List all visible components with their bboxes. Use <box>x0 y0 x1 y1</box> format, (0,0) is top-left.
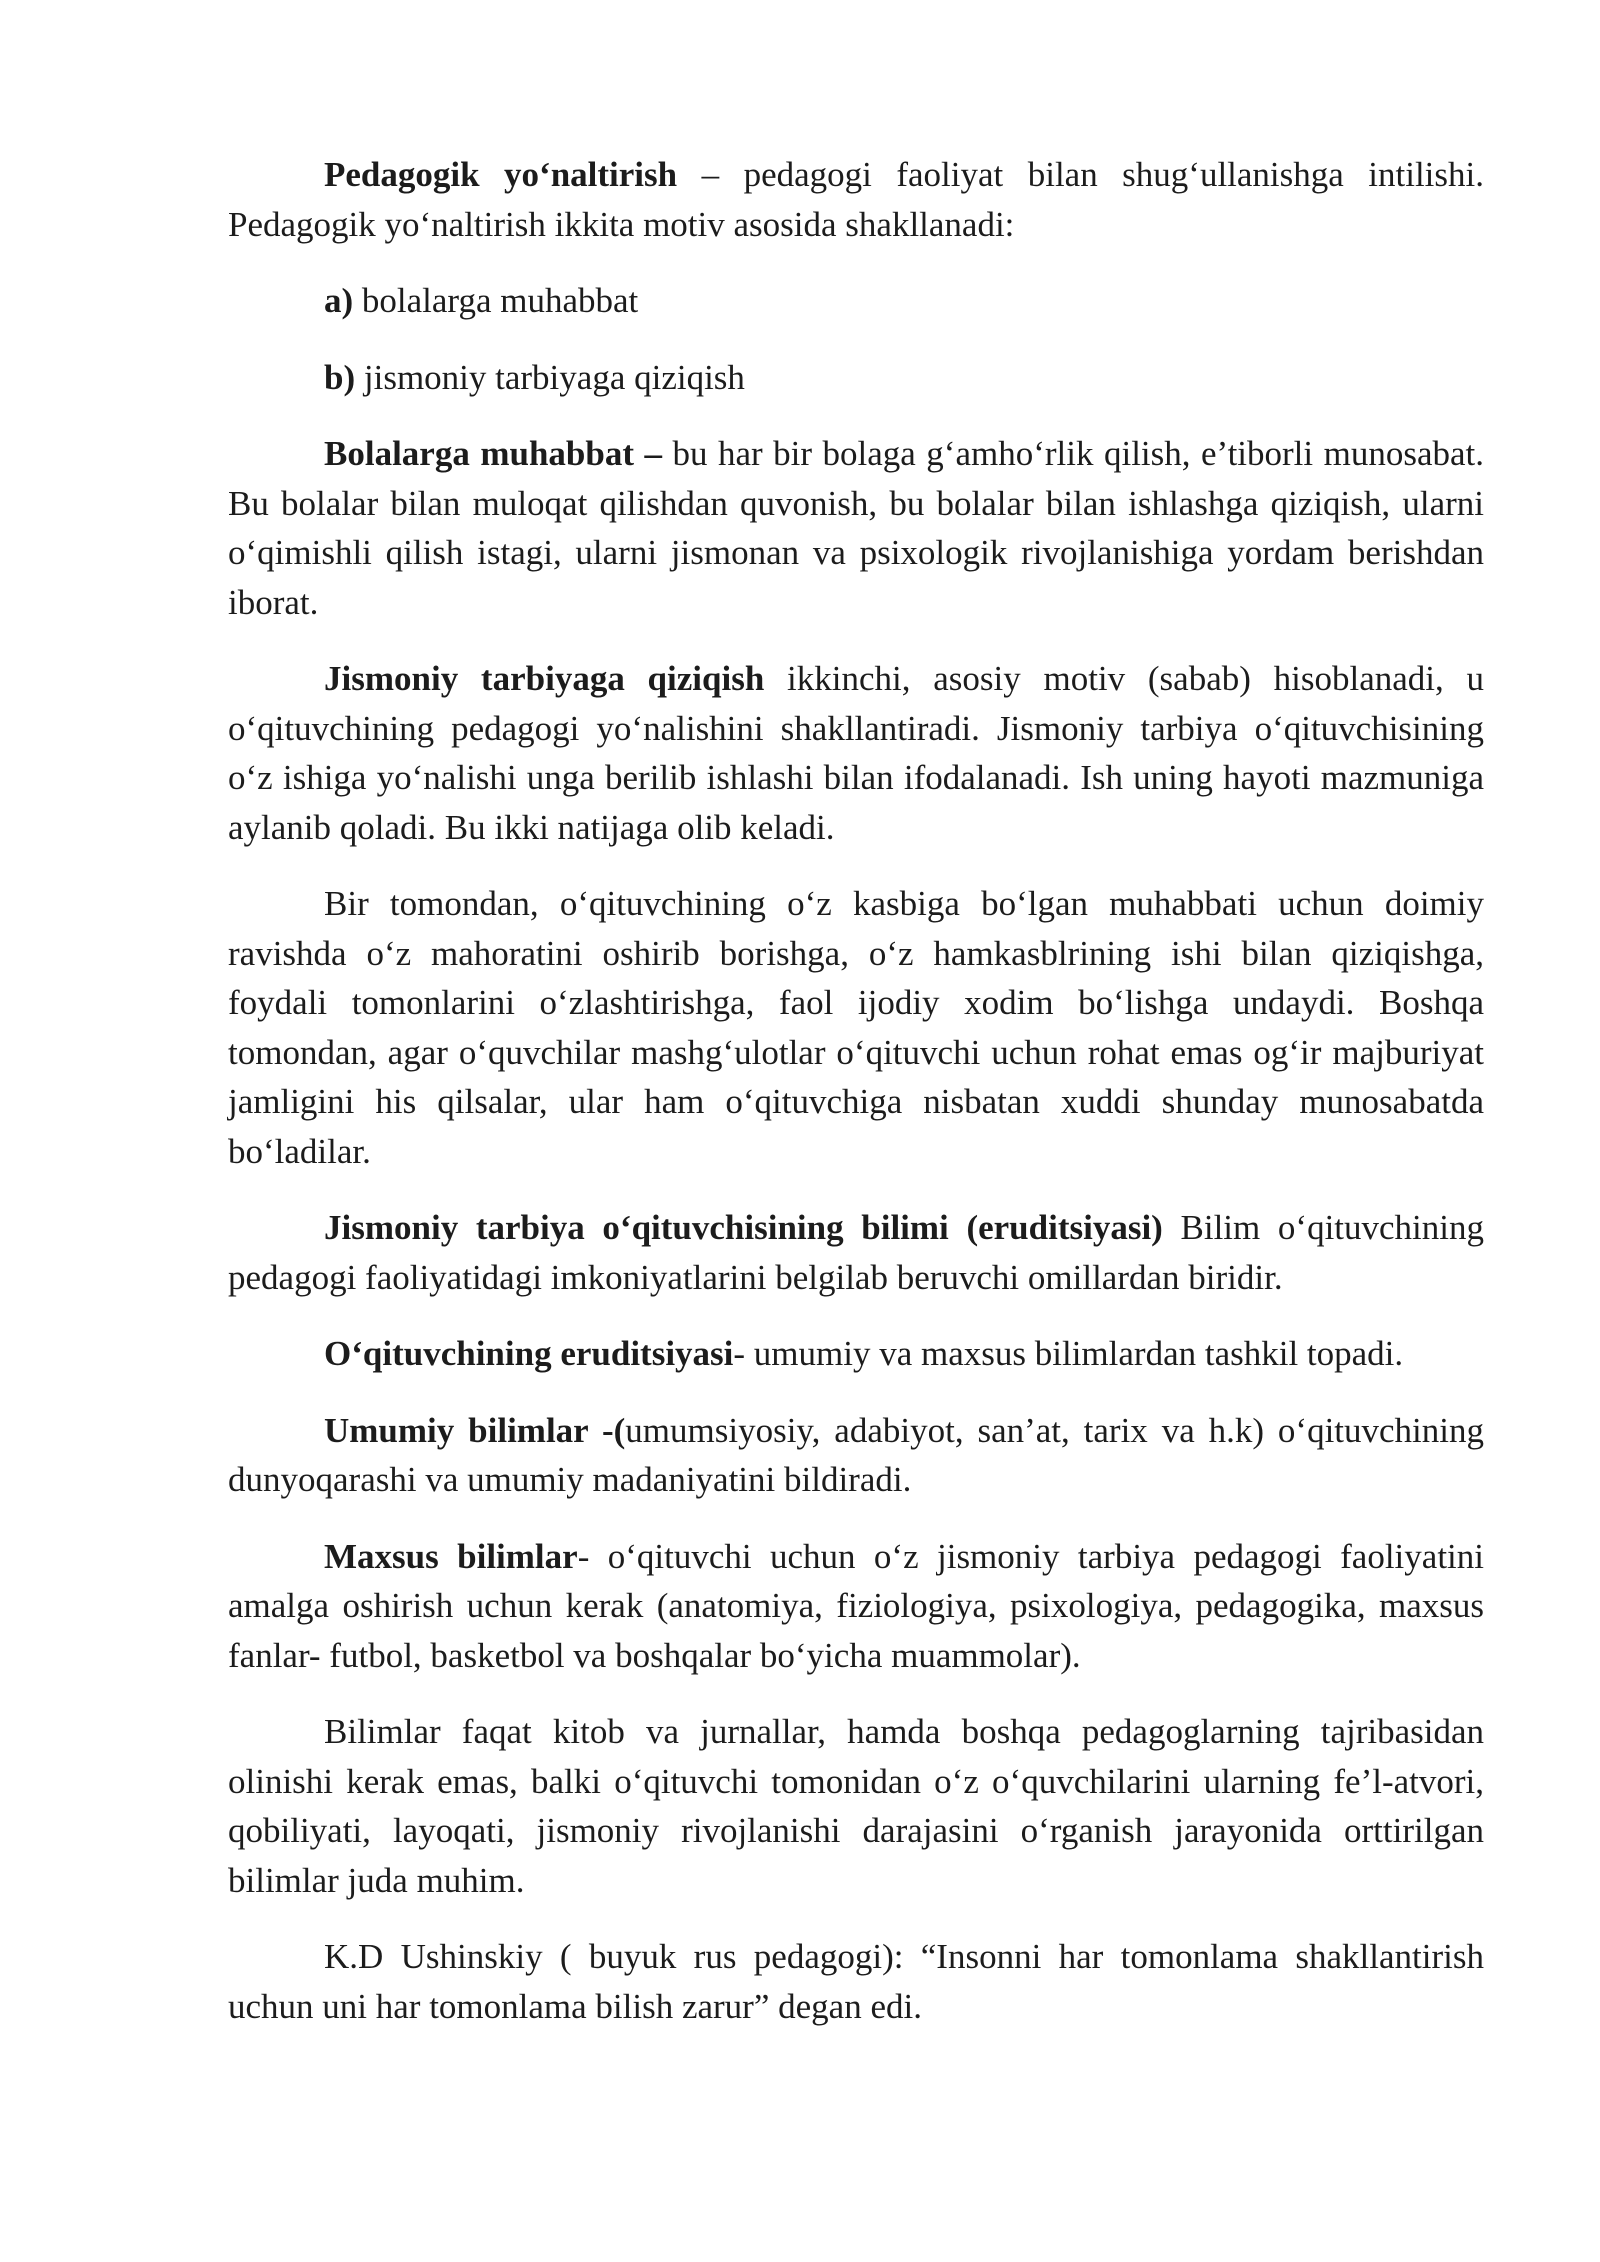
paragraph-text: umumsiyosiy, adabiyot, san’at, tarix va h.k) o‘qituvchining dunyoqarashi va umumiy madaniyatini bildiradi. <box>228 1410 1484 1499</box>
paragraph-umumiy-bilimlar <box>228 1406 1484 1505</box>
paragraph-text: Bir tomondan, o‘qituvchining o‘z kasbiga bo‘lgan muhabbati uchun doimiy ravishda o‘z mahoratini oshirib borishga, o‘z hamkasblrining ishi bilan qiziqishga, foydali tomonlarini o‘zlashtirishga, faol ijodiy xodim bo‘lishga undaydi. Boshqa tomondan, agar o‘quvchilar mashg‘ulotlar o‘qituvchi uchun rohat emas og‘ir majburiyat jamligini his qilsalar, ular ham o‘qituvchiga nisbatan xuddi shunday munosabatda bo‘ladilar. <box>228 884 1484 1171</box>
list-marker: a) <box>324 281 354 320</box>
paragraph-text: Bilim o‘qituvchining pedagogi faoliyatidagi imkoniyatlarini belgilab beruvchi omillardan biridir. <box>228 1208 1485 1297</box>
paragraph-text: bu har bir bolaga g‘amho‘rlik qilish, e’tiborli munosabat. Bu bolalar bilan muloqat qilishdan quvonish, bu bolalar bilan ishlashga qiziqish, ularni o‘qimishli qilish istagi, ularni jismonan va psixologik rivojlanishiga yordam berishdan iborat. <box>228 434 1484 622</box>
list-item-text: jismoniy tarbiyaga qiziqish <box>355 357 745 397</box>
paragraph-text: – pedagogi faoliyat bilan shug‘ullanishga intilishi. Pedagogik yo‘naltirish ikkita motiv asosida shakllanadi: <box>228 155 1485 244</box>
term-bold: Pedagogik yo‘naltirish <box>324 155 678 194</box>
paragraph-bir-tomondan <box>228 879 1484 1176</box>
paragraph-oqituvchining-eruditsiyasi <box>228 1329 1484 1379</box>
term-bold: Bolalarga muhabbat – <box>324 434 662 473</box>
term-bold: Jismoniy tarbiyaga qiziqish <box>324 659 765 698</box>
paragraph-jismoniy-tarbiyaga-qiziqish <box>228 654 1484 852</box>
paragraph-bilimlar-faqat <box>228 1707 1484 1905</box>
term-bold: Jismoniy tarbiya o‘qituvchisining bilimi (eruditsiyasi) <box>324 1208 1163 1247</box>
paragraph-pedagogik-yonaltirish <box>228 150 1484 249</box>
term-bold: O‘qituvchining eruditsiyasi <box>324 1334 734 1373</box>
paragraph-maxsus-bilimlar <box>228 1532 1484 1681</box>
list-item-b <box>228 353 1484 403</box>
paragraph-text: K.D Ushinskiy ( buyuk rus pedagogi): “Insonni har tomonlama shakllantirish uchun uni har tomonlama bilish zarur” degan edi. <box>228 1937 1484 2026</box>
paragraph-ushinskiy-quote <box>228 1932 1484 2031</box>
document-page <box>228 150 1484 2031</box>
paragraph-bilimi-eruditsiyasi <box>228 1203 1484 1302</box>
list-item-text: bolalarga muhabbat <box>353 281 639 320</box>
list-item-a <box>228 276 1484 326</box>
paragraph-bolalarga-muhabbat <box>228 429 1484 627</box>
paragraph-text: - umumiy va maxsus bilimlardan tashkil topadi. <box>733 1334 1404 1373</box>
paragraph-text: - o‘qituvchi uchun o‘z jismoniy tarbiya pedagogi faoliyatini amalga oshirish uchun kerak (anatomiya, fiziologiya, psixologiya, pedagogika, maxsus fanlar- futbol, basketbol va boshqalar bo‘yicha muammolar). <box>228 1536 1484 1675</box>
term-bold: Umumiy bilimlar -( <box>324 1410 626 1450</box>
paragraph-text: Bilimlar faqat kitob va jurnallar, hamda boshqa pedagoglarning tajribasidan olinishi kerak emas, balki o‘qituvchi tomonidan o‘z o‘quvchilarini ularning fe’l-atvori, qobiliyati, layoqati, jismoniy rivojlanishi darajasini o‘rganish jarayonida orttirilgan bilimlar juda muhim. <box>228 1712 1484 1900</box>
term-bold: Maxsus bilimlar <box>324 1536 578 1576</box>
paragraph-text: ikkinchi, asosiy motiv (sabab) hisoblanadi, u o‘qituvchining pedagogi yo‘nalishini shakllantiradi. Jismoniy tarbiya o‘qituvchisining o‘z ishiga yo‘nalishi unga berilib ishlashi bilan ifodalanadi. Ish uning hayoti mazmuniga aylanib qoladi. Bu ikki natijaga olib keladi. <box>228 659 1484 847</box>
list-marker: b) <box>324 357 356 397</box>
